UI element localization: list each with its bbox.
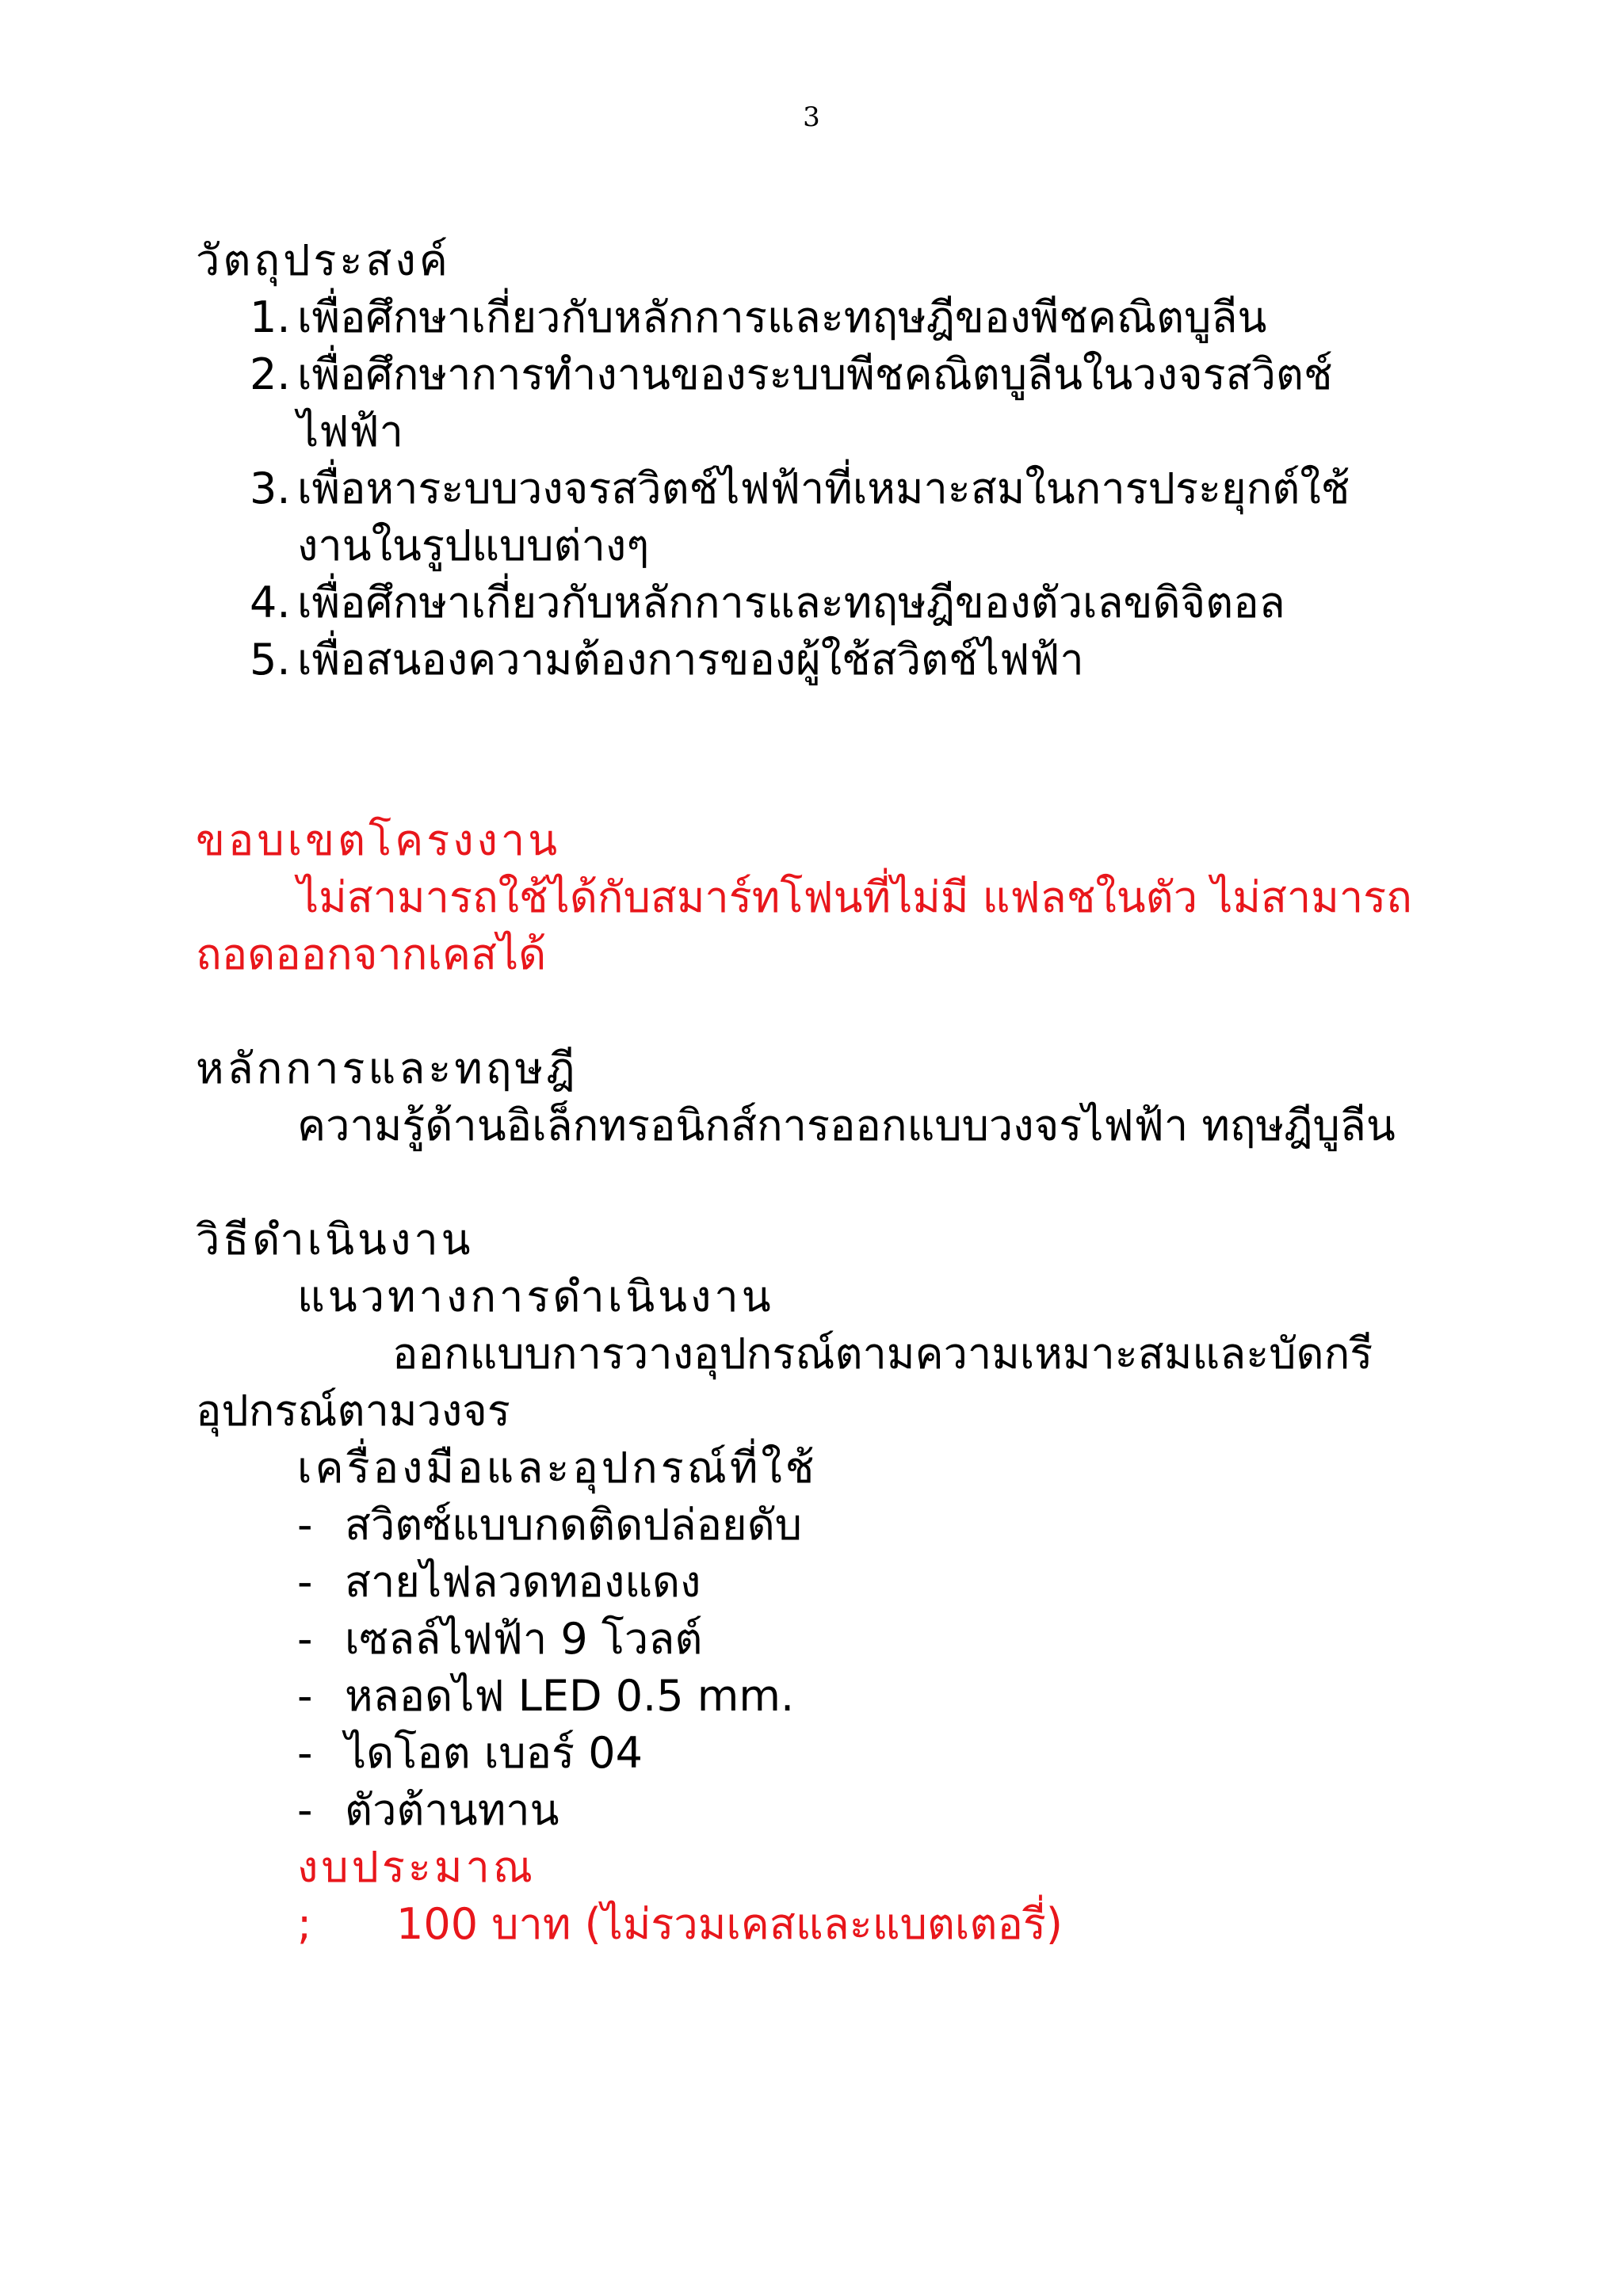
list-dash: - — [297, 1671, 313, 1721]
objective-continuation: งานในรูปแบบต่างๆ — [297, 521, 650, 570]
objective-number: 5. — [250, 635, 291, 685]
scope-text-line1: ไม่สามารถใช้ได้กับสมาร์ทโฟนที่ไม่มี แฟลชในตัว ไม่สามารถ — [297, 872, 1412, 922]
objective-text: เพื่อศึกษาเกี่ยวกับหลักการและทฤษฎีของตัวเลขดิจิตอล — [297, 578, 1285, 627]
objective-continuation: ไฟฟ้า — [297, 406, 403, 456]
tool-text: เซลล์ไฟฟ้า 9 โวลต์ — [345, 1614, 703, 1664]
method-text-line2: อุปกรณ์ตามวงจร — [196, 1386, 510, 1436]
objective-text: เพื่อศึกษาการทำงานของระบบพีชคณิตบูลีนในวงจรสวิตช์ — [297, 349, 1333, 399]
theory-text: ความรู้ด้านอิเล็กทรอนิกส์การออกแบบวงจรไฟฟ้า ทฤษฎีบูลีน — [297, 1100, 1396, 1150]
objective-item — [250, 574, 1285, 631]
list-dash: - — [297, 1557, 313, 1607]
objective-item — [250, 631, 1084, 688]
tool-text: สายไฟลวดทองแดง — [345, 1557, 701, 1607]
list-dash: - — [297, 1728, 313, 1778]
budget-heading: งบประมาณ — [297, 1842, 536, 1892]
objective-number: 3. — [250, 463, 291, 513]
budget-semicolon: ; — [297, 1899, 312, 1949]
method-heading: วิธีดำเนินงาน — [196, 1215, 474, 1264]
list-dash: - — [297, 1500, 313, 1550]
tool-text: หลอดไฟ LED 0.5 mm. — [345, 1671, 795, 1721]
objective-text: เพื่อหาระบบวงจรสวิตช์ไฟฟ้าที่เหมาะสมในการประยุกต์ใช้ — [297, 463, 1350, 513]
theory-heading: หลักการและทฤษฎี — [196, 1043, 579, 1093]
tool-text: ตัวต้านทาน — [345, 1785, 559, 1835]
tools-heading: เครื่องมือและอุปกรณ์ที่ใช้ — [297, 1443, 818, 1493]
objectives-heading: วัตถุประสงค์ — [196, 235, 451, 285]
tool-item — [297, 1554, 701, 1611]
method-subheading: แนวทางการดำเนินงาน — [297, 1272, 774, 1322]
list-dash: - — [297, 1785, 313, 1835]
tool-text: ไดโอต เบอร์ 04 — [345, 1728, 643, 1778]
objective-item — [250, 289, 1266, 346]
budget-text: 100 บาท (ไม่รวมเคสและแบตเตอรี่) — [396, 1899, 1063, 1949]
scope-heading: ขอบเขตโครงงาน — [196, 815, 561, 865]
budget-line — [297, 1896, 1063, 1953]
tool-item — [297, 1497, 802, 1554]
tool-item — [297, 1611, 702, 1668]
tool-text: สวิตซ์แบบกดติดปล่อยดับ — [345, 1500, 803, 1550]
method-text-line1: ออกแบบการวางอุปกรณ์ตามความเหมาะสมและบัดกรี — [392, 1329, 1373, 1379]
tool-item — [297, 1725, 643, 1782]
scope-text-line2: ถอดออกจากเคสได้ — [196, 929, 547, 979]
objective-number: 1. — [250, 292, 291, 342]
objective-text: เพื่อศึกษาเกี่ยวกับหลักการและทฤษฎีของพีชคณิตบูลีน — [297, 292, 1267, 342]
tool-item — [297, 1782, 559, 1839]
objective-text: เพื่อสนองความต้องการของผู้ใช้สวิตช์ไฟฟ้า — [297, 635, 1084, 685]
objective-number: 2. — [250, 349, 291, 399]
tool-item — [297, 1668, 794, 1725]
list-dash: - — [297, 1614, 313, 1664]
objective-item — [250, 460, 1350, 517]
objective-number: 4. — [250, 578, 291, 627]
objective-item — [250, 346, 1333, 403]
page-number: 3 — [803, 101, 820, 133]
